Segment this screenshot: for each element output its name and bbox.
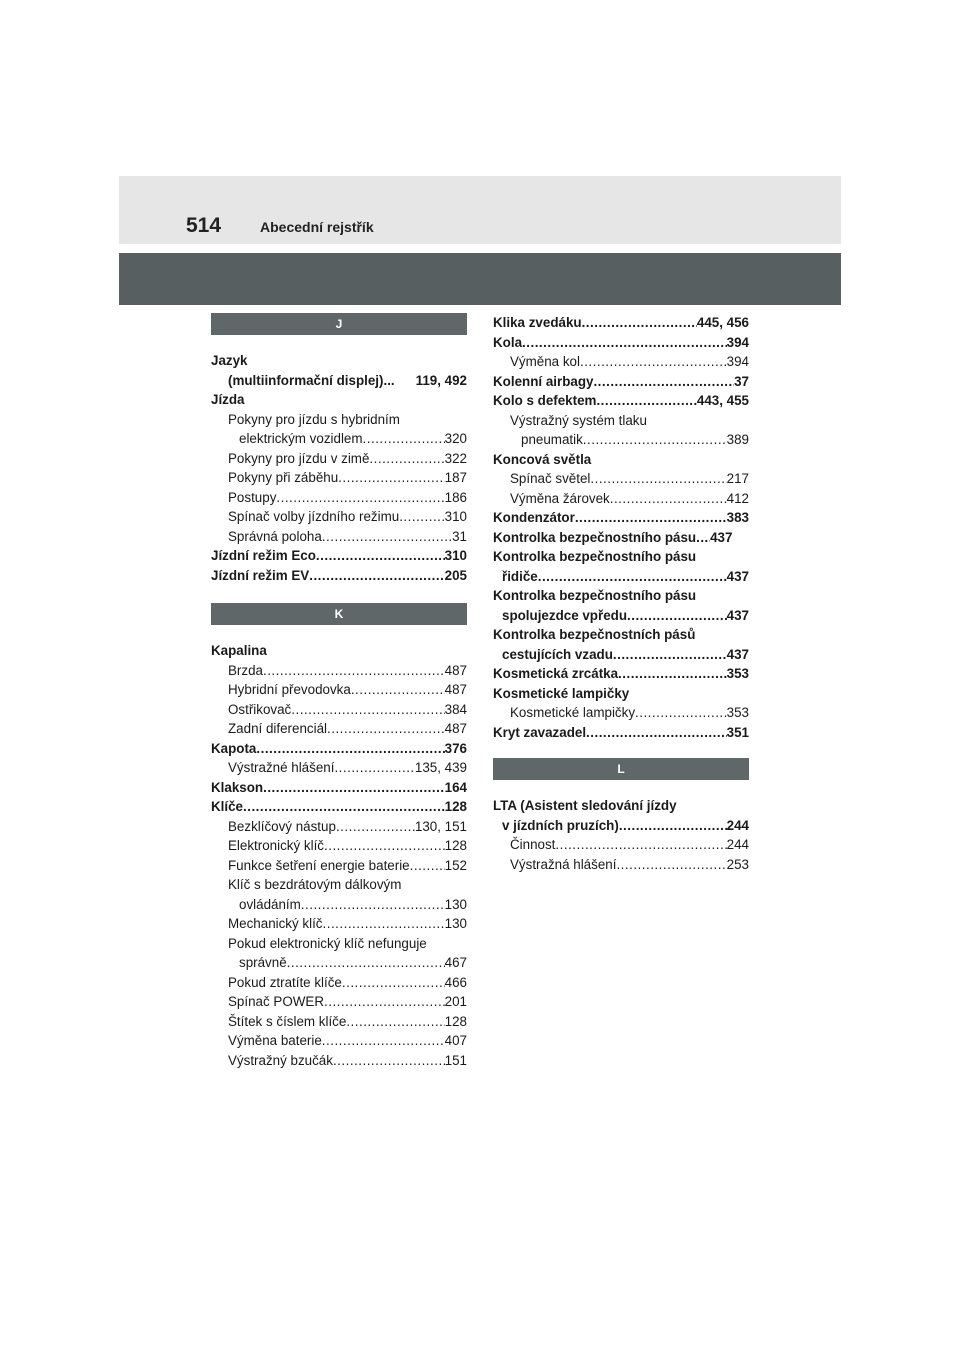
index-subentry: Výměna baterie ..... 407 [211,1031,467,1051]
index-entry: Kontrolka bezpečnostního pásu [493,549,697,564]
index-subentry: Výstražný bzučák ..... 151 [211,1051,467,1071]
section-header-k: K [211,603,467,625]
header-band-light [119,176,841,244]
page-number: 514 [186,214,222,237]
index-entry: spolujezdce vpředu ..... 437 [493,606,749,626]
index-subentry: Výstražný systém tlaku [510,412,647,428]
index-subentry: Výměna kol ..... 394 [493,352,749,372]
index-subentry: Pokud ztratíte klíče ..... 466 [211,973,467,993]
index-subentry: Výstražná hlášení ..... 253 [493,855,749,875]
index-subentry: Činnost ..... 244 [493,835,749,855]
index-entry: LTA (Asistent sledování jízdy [493,798,677,813]
index-subentry: Štítek s číslem klíče ..... 128 [211,1012,467,1032]
index-entry: Kontrolka bezpečnostních pásů [493,627,696,642]
index-entry: Jízdní režim EV ..... 205 [211,566,467,586]
index-entry: Kondenzátor ..... 383 [493,508,749,528]
index-entry: Kolenní airbagy ..... 37 [493,372,749,392]
section-header-j: J [211,313,467,335]
index-entry: Klika zvedáku ..... 445, 456 [493,313,749,333]
index-subentry: ovládáním ..... 130 [211,895,467,915]
index-entry: Kosmetické lampičky [493,685,630,701]
index-entry: Kola ..... 394 [493,333,749,353]
index-subentry: elektrickým vozidlem ..... 320 [211,429,467,449]
index-subentry: pneumatik ..... 389 [493,430,749,450]
index-subentry: Kosmetické lampičky ..... 353 [493,703,749,723]
header-band-dark [119,253,841,305]
index-entry: Jízdní režim Eco ..... 310 [211,546,467,566]
index-entry-koncova: Koncová světla [493,451,592,467]
index-entry: řidiče ..... 437 [493,567,749,587]
index-entry: Kontrolka bezpečnostního pásu ..... 437 [493,528,749,548]
index-entry-kapalina: Kapalina [211,643,267,658]
index-subentry: Pokyny při záběhu ..... 187 [211,468,467,488]
index-subentry: Bezklíčový nástup ..... 130, 151 [211,817,467,837]
index-subentry: Hybridní převodovka ..... 487 [211,680,467,700]
index-subentry: Spínač volby jízdního režimu ..... 310 [211,507,467,527]
page-title: Abecední rejstřík [260,219,374,235]
index-subentry: Zadní diferenciál ..... 487 [211,719,467,739]
index-subentry: Spínač světel ..... 217 [493,469,749,489]
index-entry: Klíče ..... 128 [211,797,467,817]
index-subentry: Pokyny pro jízdu v zimě ..... 322 [211,449,467,469]
index-subentry: Elektronický klíč ..... 128 [211,836,467,856]
index-entry: cestujících vzadu ..... 437 [493,645,749,665]
index-subentry: Výstražné hlášení ..... 135, 439 [211,758,467,778]
index-column-left [211,313,467,1070]
index-entry: Kolo s defektem ..... 443, 455 [493,391,749,411]
index-subentry: Mechanický klíč ..... 130 [211,914,467,934]
index-subentry: Spínač POWER ..... 201 [211,992,467,1012]
index-column-right [493,313,749,874]
index-entry: Klakson ..... 164 [211,778,467,798]
index-entry: Kryt zavazadel ..... 351 [493,723,749,743]
index-subentry: Funkce šetření energie baterie ..... 152 [211,856,467,876]
index-entry: v jízdních pruzích) ..... 244 [493,816,749,836]
index-subentry: Výměna žárovek ..... 412 [493,489,749,509]
index-subentry: Klíč s bezdrátovým dálkovým [228,877,402,892]
index-subentry: Správná poloha ..... 31 [211,527,467,547]
index-entry: (multiinformační displej)... 119, 492 [228,372,467,388]
index-subentry: správně ..... 467 [211,953,467,973]
index-entry: Kontrolka bezpečnostního pásu [493,588,697,603]
section-header-l: L [493,758,749,780]
index-subentry: Pokyny pro jízdu s hybridním [228,411,400,427]
index-entry-jizda: Jízda [211,392,245,407]
index-subentry: Pokud elektronický klíč nefunguje [228,935,427,951]
index-subentry: Postupy ..... 186 [211,488,467,508]
index-entry: Kapota ..... 376 [211,739,467,759]
index-subentry: Brzda ..... 487 [211,661,467,681]
index-entry: Kosmetická zrcátka ..... 353 [493,664,749,684]
index-entry-jazyk: Jazyk [211,353,248,368]
index-subentry: Ostřikovač ..... 384 [211,700,467,720]
